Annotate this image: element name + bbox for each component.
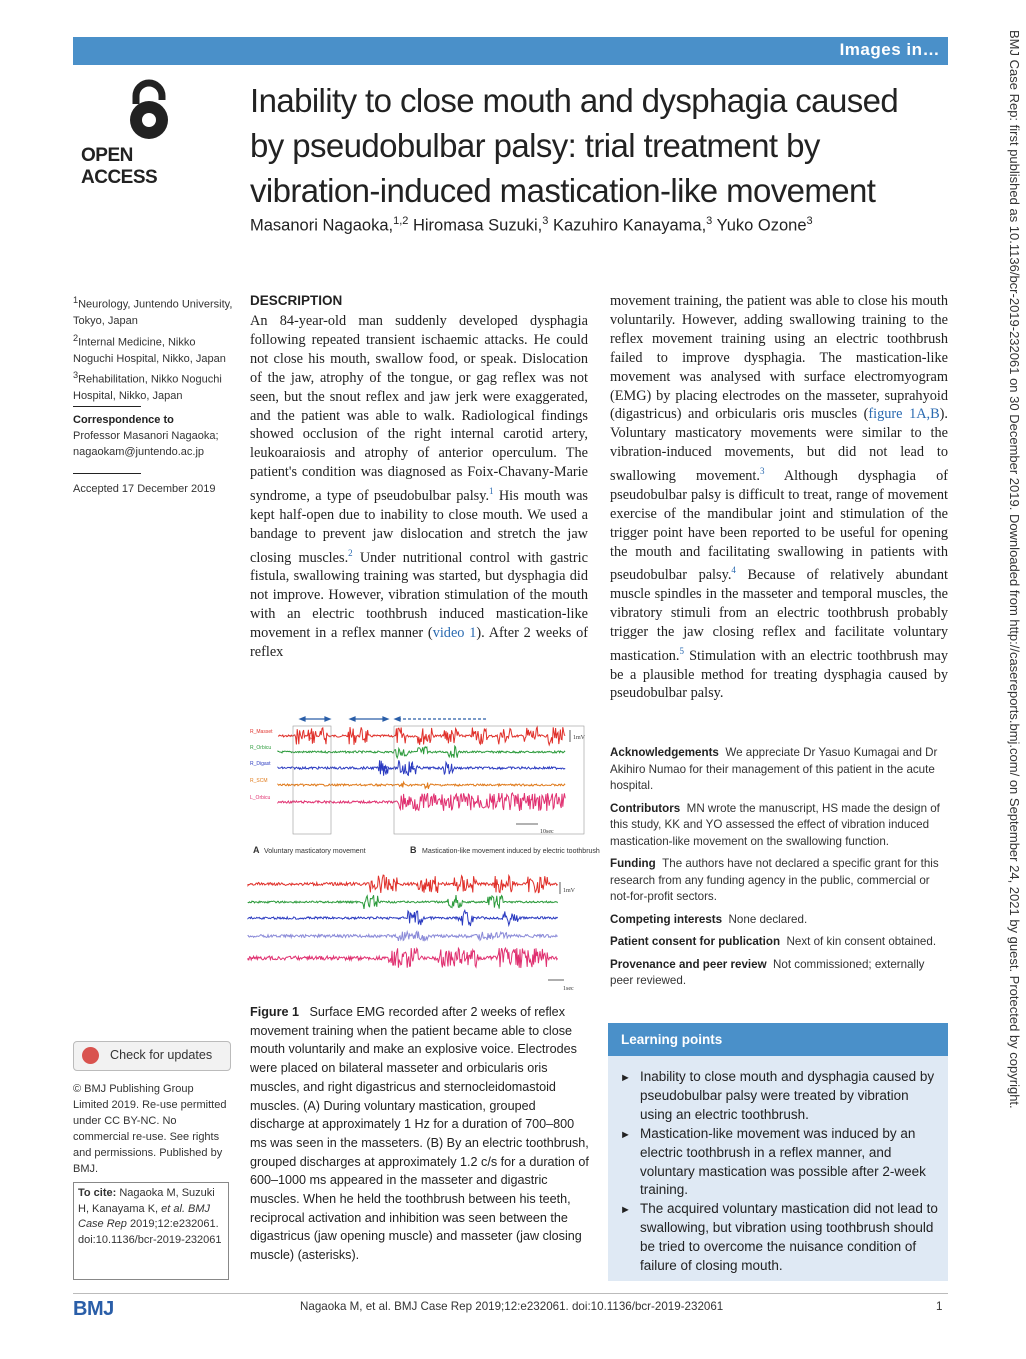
bookmark-icon bbox=[82, 1047, 99, 1064]
list-item: ► The acquired voluntary mastication did not lead to swallowing, but vibration using toothbrush should be tried to overcome the nuisance condition of failure of closing mouth. bbox=[620, 1200, 942, 1276]
channel-label: R_Masset bbox=[250, 729, 273, 735]
page-number: 1 bbox=[936, 1300, 943, 1313]
figure-caption-text: Surface EMG recorded after 2 weeks of reflex movement training when the patient became able to close mouth voluntarily and make an explosive voice. Electrodes were placed on bilateral masseter and orbicularis oris muscles, and right digastricus and sternocleidomastoid muscles. (A) During voluntary mastication, grouped discharge at approximately 1 Hz for a duration of 700–800 ms was seen in the masseters. (B) By an electric toothbrush, grouped discharges at approximately 1.2 c/s for a duration of 600–1000 ms appeared in the masseter and digastric muscles. When he held the toothbrush between his teeth, reciprocal activation and inhibition was seen between the digastricus (jaw opening muscle) and masseter (jaw closing muscle) (asterisks). bbox=[250, 1005, 589, 1263]
footer-citation: Nagaoka M, et al. BMJ Case Rep 2019;12:e232061. doi:10.1136/bcr-2019-232061 bbox=[300, 1300, 724, 1313]
learning-points-title: Learning points bbox=[608, 1023, 948, 1056]
description-heading: DESCRIPTION bbox=[250, 293, 343, 308]
footer-divider bbox=[73, 1293, 948, 1294]
open-access-icon bbox=[120, 80, 178, 142]
reference-2[interactable]: 2 bbox=[348, 547, 353, 558]
emg-panel-top bbox=[248, 712, 588, 842]
emg-panel-bottom bbox=[248, 875, 576, 992]
author-name: Hiromasa Suzuki, bbox=[412, 216, 543, 235]
learning-points-list bbox=[620, 1068, 942, 1276]
emg-figure bbox=[248, 712, 600, 997]
competing-interests: Competing interests None declared. bbox=[610, 912, 808, 926]
open-access-label: OPEN ACCESS bbox=[81, 145, 158, 188]
patient-consent: Patient consent for publication Next of kin consent obtained. bbox=[610, 935, 937, 948]
panel-a-label: Voluntary masticatory movement bbox=[264, 848, 366, 855]
affiliation: $^1$Neurology, Juntendo University, Tokyo, Japan bbox=[73, 295, 233, 328]
channel-label: R_Digast bbox=[250, 761, 271, 767]
side-notice bbox=[1006, 30, 1026, 1330]
back-matter bbox=[610, 745, 948, 996]
list-item: ► Mastication-like movement was induced by an electric toothbrush in a reflex manner, and voluntary mastication was possible after 2-week training. bbox=[620, 1125, 942, 1201]
channel-label: R_Orbicu bbox=[250, 745, 272, 751]
reference-4[interactable]: 4 bbox=[731, 565, 736, 576]
divider bbox=[73, 473, 141, 474]
asterisk-icon: ★ bbox=[408, 763, 416, 772]
author-name: Masanori Nagaoka, bbox=[250, 216, 394, 235]
correspondence-label: Correspondence to bbox=[73, 414, 174, 426]
citation-box: To cite: Nagaoka M, Suzuki H, Kanayama K, et al. BMJ Case Rep 2019;12:e232061. doi:10.1136/bcr-2019-232061 bbox=[73, 1182, 229, 1280]
triangle-bullet-icon: ► bbox=[620, 1204, 631, 1217]
author-name: Kazuhiro Kanayama, bbox=[552, 216, 707, 235]
divider bbox=[73, 406, 141, 407]
affiliation: $^2$Internal Medicine, Nikko Noguchi Hospital, Nikko, Japan bbox=[73, 332, 226, 365]
video-link[interactable]: video 1 bbox=[432, 625, 477, 642]
reference-3[interactable]: 3 bbox=[759, 466, 765, 477]
funding: Funding The authors have not declared a specific grant for this research from any funding agency in the public, commercial or not-for-profit sectors. bbox=[610, 857, 939, 903]
triangle-bullet-icon: ► bbox=[620, 1072, 631, 1084]
channel-label: R_SCM bbox=[250, 778, 268, 784]
description-body-col2: movement training, the patient was able to close his mouth voluntarily. However, adding swallowing training to the reflex movement training using an electric toothbrush failed to improve dysphagia. The mastication-like movement was analysed with surface electromyogram (EMG) by placing electrodes on the masseter, suprahyoid (digastricus) and orbicularis oris muscles (figure 1A,B). Voluntary masticatory movements were similar to the vibration-induced movements, but did not lead to swallowing movement.$^3$ Although dysphagia of pseudobulbar palsy is difficult to treat, range of movement exercise of the mandibular joint and stimulation of the trigger point have been reported to be useful for opening the mouth and facilitating swallowing in patients with pseudobulbar palsy.$^4$ Because of relatively abundant muscle spindles in the masseter and temporal muscles, the vibratory stimuli from an electric toothbrush probably trigger the jaw closing reflex and facilitate voluntary mastication.$^5$ Stimulation with an electric toothbrush may be a plausible method for treating dysphagia caused by pseudobulbar palsy. bbox=[610, 293, 948, 702]
affiliations bbox=[73, 292, 233, 405]
side-notice-text: BMJ Case Rep: first published as 10.1136/bcr-2019-232061 on 30 December 2019. Downloaded from http://casereports.bmj.com/ on September 24, 2021 by guest. Protected by copyright. bbox=[1007, 30, 1022, 1109]
figure-label: Figure 1 bbox=[250, 1005, 299, 1019]
scale-mv: 1mV bbox=[573, 735, 585, 741]
acknowledgements: Acknowledgements We appreciate Dr Yasuo Kumagai and Dr Akihiro Numao for their management of this patient in the acute hospital. bbox=[610, 746, 938, 792]
asterisk-icon: ★ bbox=[382, 763, 390, 772]
contributors: Contributors MN wrote the manuscript, HS made the design of this study, KK and YO assessed the effect of vibration induced mastication-like movement on the swallowing function. bbox=[610, 801, 940, 848]
correspondence bbox=[73, 412, 233, 460]
correspondence-email[interactable]: nagaokam@juntendo.ac.jp bbox=[73, 446, 205, 458]
list-item: ► Inability to close mouth and dysphagia caused by pseudobulbar palsy were treated by vibration using an electric toothbrush. bbox=[620, 1068, 942, 1125]
author-affil: 1,2 bbox=[393, 215, 409, 227]
figure-link[interactable]: figure 1A,B bbox=[868, 406, 940, 423]
peer-review: Provenance and peer review Not commissioned; externally peer reviewed. bbox=[610, 957, 925, 987]
check-for-updates-label: Check for updates bbox=[110, 1048, 213, 1062]
channel-label: L_Orbicu bbox=[250, 795, 271, 801]
reference-5[interactable]: 5 bbox=[679, 645, 684, 656]
check-for-updates-button[interactable] bbox=[73, 1041, 231, 1071]
panel-a-letter: A bbox=[253, 845, 260, 855]
author-affil: 3 bbox=[542, 215, 549, 227]
scale-time: 10sec bbox=[540, 829, 554, 835]
figure-caption bbox=[250, 1003, 590, 1265]
affiliation: $^3$Rehabilitation, Nikko Noguchi Hospital, Nikko, Japan bbox=[73, 370, 222, 403]
section-label: Images in… bbox=[839, 40, 940, 59]
copyright-notice: © BMJ Publishing Group Limited 2019. Re-use permitted under CC BY-NC. No commercial re-use. See rights and permissions. Published by BMJ. bbox=[73, 1083, 227, 1175]
article-title: Inability to close mouth and dysphagia caused by pseudobulbar palsy: trial treatment by vibration-induced mastication-like movement bbox=[250, 82, 899, 209]
author-affil: 3 bbox=[806, 215, 813, 227]
correspondence-name: Professor Masanori Nagaoka; bbox=[73, 430, 219, 442]
section-bar bbox=[73, 37, 948, 65]
panel-b-letter: B bbox=[410, 845, 417, 855]
author-list bbox=[250, 215, 930, 236]
author-affil: 3 bbox=[706, 215, 713, 227]
asterisk-icon: * bbox=[309, 736, 313, 744]
reference-1[interactable]: 1 bbox=[489, 486, 494, 497]
triangle-bullet-icon: ► bbox=[620, 1128, 631, 1141]
accepted-date: Accepted 17 December 2019 bbox=[73, 483, 216, 495]
scale-mv: 1mV bbox=[563, 888, 575, 894]
author-name: Yuko Ozone bbox=[716, 216, 807, 235]
scale-time: 1sec bbox=[563, 986, 574, 992]
panel-b-label: Mastication-like movement induced by electric toothbrush bbox=[422, 848, 600, 855]
description-body-col1: An 84-year-old man suddenly developed dysphagia following repeated transient ischaemic attacks. He could not close his mouth, swallow food, or speak. Dislocation of the jaw, atrophy of the tongue, or gag reflex was not seen, but the snout reflex and jaw jerk were exaggerated, and the patient was able to walk. Radiological findings showed occlusion of the right internal carotid artery, leukoaraiosis and atrophy of anterior operculum. The patient's condition was diagnosed as Foix-Chavany-Marie syndrome, a type of pseudobulbar palsy.$^1$ His mouth was kept half-open due to inability to close mouth. We used a bandage to prevent jaw dislocation and stretch the jaw closing muscles.$^2$ Under nutritional control with gastric fistula, swallowing training was started, but dysphagia did not improve. However, vibration stimulation of the mouth with an electric toothbrush induced mastication-like movement in a reflex manner (video 1). After 2 weeks of reflex bbox=[250, 313, 589, 660]
cite-label: To cite: bbox=[78, 1187, 117, 1199]
bmj-logo: BMJ bbox=[73, 1298, 114, 1320]
